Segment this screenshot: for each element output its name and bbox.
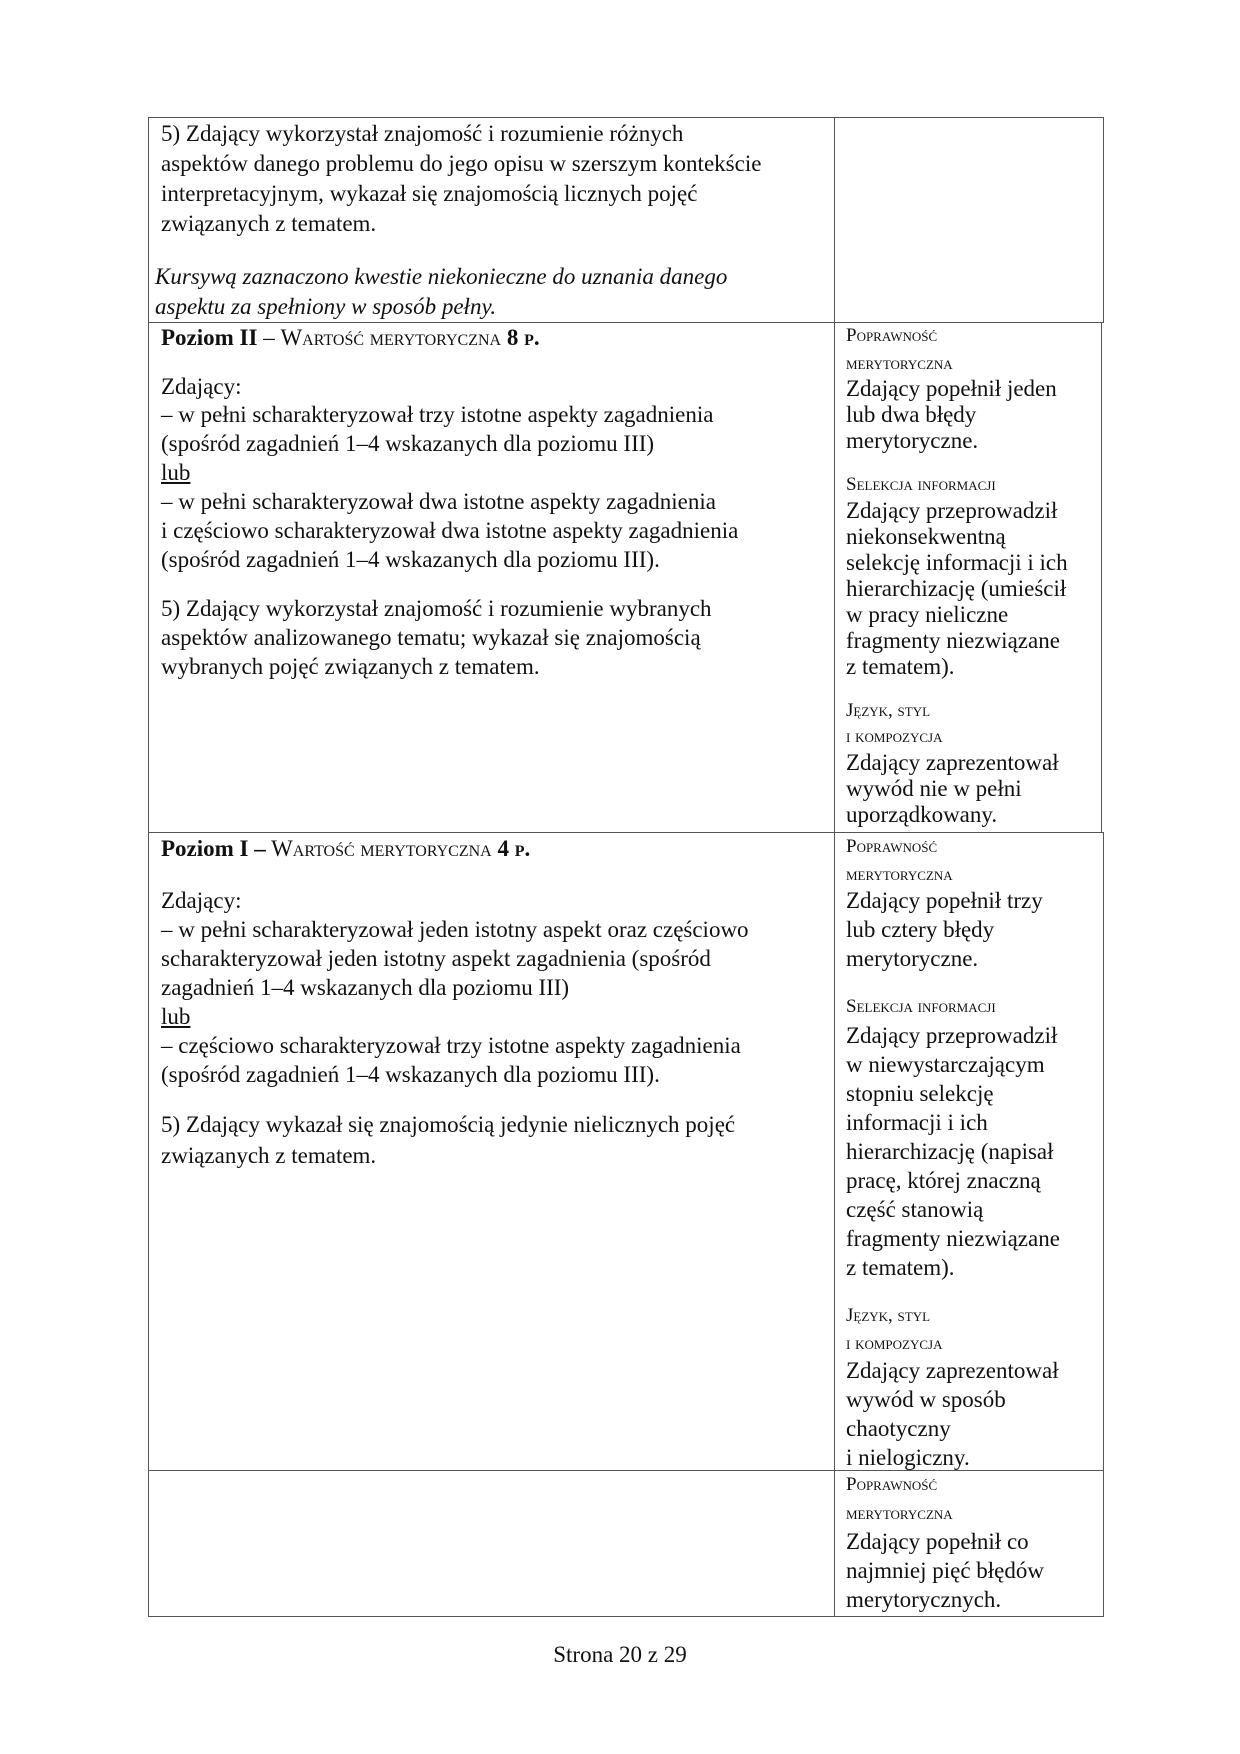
level1-line3: zagadnień 1–4 wskazanych dla poziomu III) bbox=[161, 975, 570, 1000]
level2-line3: – w pełni scharakteryzował dwa istotne aspekty zagadnienia bbox=[161, 489, 716, 514]
level2-title-dash: – bbox=[257, 325, 281, 350]
level1-or: lub bbox=[161, 1004, 191, 1029]
level1-right-t2-5: hierarchizację (napisał bbox=[846, 1139, 1054, 1164]
level2-or: lub bbox=[161, 460, 191, 485]
level1-right-t1-1: Zdający popełnił trzy bbox=[846, 888, 1043, 913]
level2-line1: – w pełni scharakteryzował trzy istotne aspekty zagadnienia bbox=[161, 402, 714, 427]
level1-right-h3b: i kompozycja bbox=[846, 1333, 943, 1354]
level2-right-t3-3: uporządkowany. bbox=[846, 802, 998, 827]
level1-right-h1b: merytoryczna bbox=[846, 864, 953, 885]
level0-right-t1-3: merytorycznych. bbox=[846, 1587, 1002, 1612]
level1-right-h3a: Język, styl bbox=[846, 1305, 931, 1326]
level1-right-t2-7: część stanowią bbox=[846, 1197, 984, 1222]
level2-right-t1-2: lub dwa błędy bbox=[846, 402, 977, 427]
top-right-cell bbox=[834, 117, 1104, 323]
level1-line1: – w pełni scharakteryzował jeden istotny aspekt oraz częściowo bbox=[161, 917, 749, 942]
level2-right-t2-3: selekcję informacji i ich bbox=[846, 550, 1068, 575]
level1-line4: – częściowo scharakteryzował trzy istotne aspekty zagadnienia bbox=[161, 1033, 741, 1058]
level1-right-t2-6: pracę, której znaczną bbox=[846, 1168, 1041, 1193]
level2-title-sc: Wartość merytoryczna bbox=[280, 325, 502, 350]
italic-note-line2: aspektu za spełniony w sposób pełny. bbox=[155, 294, 497, 319]
level2-right-t1-3: merytoryczne. bbox=[846, 428, 979, 453]
level1-title-sc: Wartość merytoryczna bbox=[265, 836, 492, 861]
level2-right-h1a: Poprawność bbox=[846, 325, 938, 346]
level2-item5-line2: aspektów analizowanego tematu; wykazał się znajomością bbox=[161, 625, 701, 650]
italic-note-line1: Kursywą zaznaczono kwestie niekonieczne do uznania danego bbox=[155, 264, 728, 289]
level2-title-points: 8 p. bbox=[501, 325, 540, 350]
level1-right-t2-2: w niewystarczającym bbox=[846, 1052, 1045, 1077]
level1-line5: (spośród zagadnień 1–4 wskazanych dla poziomu III). bbox=[161, 1062, 660, 1087]
level2-left-cell bbox=[148, 322, 835, 833]
top-item5-line3: interpretacyjnym, wykazał się znajomością licznych pojęć bbox=[161, 181, 698, 206]
level2-title bbox=[161, 323, 540, 352]
level2-right-h3a: Język, styl bbox=[846, 700, 931, 721]
level2-title-bold: Poziom II bbox=[161, 325, 258, 350]
level2-right-t1-1: Zdający popełnił jeden bbox=[846, 376, 1057, 401]
level1-right-t2-8: fragmenty niezwiązane bbox=[846, 1226, 1060, 1251]
top-item5-line4: związanych z tematem. bbox=[161, 211, 377, 236]
level1-right-t2-1: Zdający przeprowadził bbox=[846, 1023, 1058, 1048]
level2-line5: (spośród zagadnień 1–4 wskazanych dla poziomu III). bbox=[161, 547, 660, 572]
level0-left-cell bbox=[148, 1470, 835, 1617]
level1-right-t2-4: informacji i ich bbox=[846, 1110, 988, 1135]
level1-right-t1-2: lub cztery błędy bbox=[846, 917, 995, 942]
level0-right-h1b: merytoryczna bbox=[846, 1503, 953, 1524]
page-number: Strona 20 z 29 bbox=[553, 1642, 687, 1667]
level2-item5-line3: wybranych pojęć związanych z tematem. bbox=[161, 654, 540, 679]
top-item5-line2: aspektów danego problemu do jego opisu w szerszym kontekście bbox=[161, 151, 762, 176]
top-item5-line1: 5) Zdający wykorzystał znajomość i rozumienie różnych bbox=[161, 121, 684, 146]
level2-right-t2-2: niekonsekwentną bbox=[846, 524, 1006, 549]
level1-right-t3-2: wywód w sposób bbox=[846, 1387, 1006, 1412]
level2-right-h1b: merytoryczna bbox=[846, 353, 953, 374]
level2-line4: i częściowo scharakteryzował dwa istotne aspekty zagadnienia bbox=[161, 518, 739, 543]
level1-right-t3-3: chaotyczny bbox=[846, 1416, 951, 1441]
level1-right-t3-1: Zdający zaprezentował bbox=[846, 1358, 1059, 1383]
level1-right-t2-3: stopniu selekcję bbox=[846, 1081, 994, 1106]
level2-right-t2-4: hierarchizację (umieścił bbox=[846, 576, 1067, 601]
level1-right-h1a: Poprawność bbox=[846, 836, 938, 857]
level1-item5-line2: związanych z tematem. bbox=[161, 1143, 377, 1168]
level2-item5-line1: 5) Zdający wykorzystał znajomość i rozumienie wybranych bbox=[161, 596, 712, 621]
level0-right-h1a: Poprawność bbox=[846, 1474, 938, 1495]
level1-item5-line1: 5) Zdający wykazał się znajomością jedynie nielicznych pojęć bbox=[161, 1112, 736, 1137]
level2-right-t3-2: wywód nie w pełni bbox=[846, 776, 1022, 801]
level2-right-t2-6: fragmenty niezwiązane bbox=[846, 628, 1060, 653]
level2-right-t2-7: z tematem). bbox=[846, 654, 955, 679]
level2-line2: (spośród zagadnień 1–4 wskazanych dla poziomu III) bbox=[161, 431, 655, 456]
level2-intro: Zdający: bbox=[161, 374, 242, 399]
level1-title bbox=[161, 834, 530, 863]
level0-right-t1-1: Zdający popełnił co bbox=[846, 1529, 1029, 1554]
level2-right-h3b: i kompozycja bbox=[846, 726, 943, 747]
level0-right-t1-2: najmniej pięć błędów bbox=[846, 1558, 1044, 1583]
level1-right-t1-3: merytoryczne. bbox=[846, 946, 979, 971]
level2-right-h2: Selekcja informacji bbox=[846, 474, 996, 495]
level1-right-t2-9: z tematem). bbox=[846, 1255, 955, 1280]
level1-right-t3-4: i nielogiczny. bbox=[846, 1445, 970, 1470]
level2-right-t2-5: w pracy nieliczne bbox=[846, 602, 1009, 627]
level1-right-h2: Selekcja informacji bbox=[846, 996, 996, 1017]
level1-title-bold: Poziom I – bbox=[161, 836, 266, 861]
level1-line2: scharakteryzował jeden istotny aspekt zagadnienia (spośród bbox=[161, 946, 711, 971]
level1-intro: Zdający: bbox=[161, 888, 242, 913]
level2-right-t2-1: Zdający przeprowadził bbox=[846, 498, 1058, 523]
level1-title-points: 4 p. bbox=[491, 836, 531, 861]
level2-right-t3-1: Zdający zaprezentował bbox=[846, 750, 1059, 775]
